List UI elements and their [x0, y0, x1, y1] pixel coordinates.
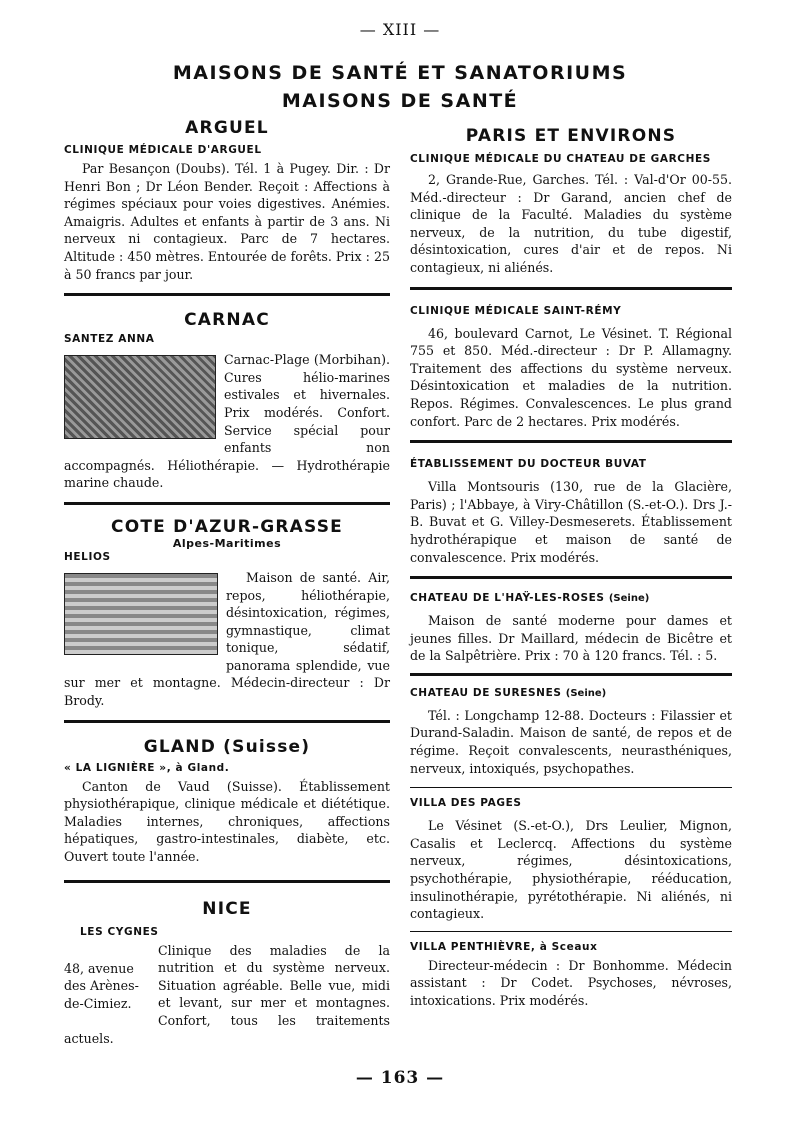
divider	[410, 440, 732, 443]
establishment-name: SANTEZ ANNA	[64, 333, 155, 346]
entry-text: Clinique des maladies de la nutrition et du système nerveux. Situation agréable. Belle vue, midi et levant, sur mer et montagnes. Confort, tous les traitements actuels.	[64, 942, 390, 1046]
establishment-name	[410, 591, 732, 606]
establishment-name: ÉTABLISSEMENT DU DOCTEUR BUVAT	[410, 458, 647, 471]
page-number-bottom: — 163 —	[355, 1068, 445, 1088]
divider	[410, 787, 732, 788]
divider	[64, 720, 390, 723]
divider	[64, 502, 390, 505]
main-title: MAISONS DE SANTÉ ET SANATORIUMS	[172, 62, 628, 84]
entry-text: 2, Grande-Rue, Garches. Tél. : Val-d'Or 00-55. Méd.-directeur : Dr Garand, ancien chef de clinique de la Faculté. Maladies du système nerveux, de la nutrition, du tube digestif, désintoxication, cures d'air et de repos. Ni contagieux, ni aliénés.	[410, 172, 732, 275]
region-label: Alpes-Maritimes	[172, 536, 282, 550]
entry-carnac	[64, 310, 390, 492]
establishment-name	[410, 686, 732, 701]
entry-grasse	[64, 517, 390, 710]
city-heading: ARGUEL	[185, 118, 269, 138]
entry-text: Le Vésinet (S.-et-O.), Drs Leulier, Mignon, Casalis et Leclercq. Affections du système nerveux, régimes, désintoxications, psychothérapie, physiothérapie, rééducation, insulinothérapie, pyrétothérapie. Ni aliénés, ni contagieux.	[410, 818, 732, 922]
entry-text: Villa Montsouris (130, rue de la Glacière, Paris) ; l'Abbaye, à Viry-Châtillon (S.-et-O.). Drs J.-B. Buvat et G. Villey-Desmeserets. Établissement hydrothérapique et maison de santé de convalescence. Prix modérés.	[410, 479, 732, 565]
page-number-top: — XIII —	[359, 20, 441, 39]
entry-arguel	[64, 118, 390, 283]
entry-nice	[64, 899, 390, 1048]
department-label: (Seine)	[565, 687, 607, 699]
entry-text: Canton de Vaud (Suisse). Établissement physiothérapique, clinique médicale et diététique. Maladies internes, chroniques, affections hépatiques, gastro-intestinales, diabète, etc. Ouvert toute l'année.	[64, 778, 390, 865]
establishment-name: LES CYGNES	[80, 925, 159, 938]
establishment-name: CLINIQUE MÉDICALE SAINT-RÉMY	[410, 304, 622, 317]
sanatorium-photo	[64, 573, 218, 655]
city-heading: NICE	[202, 898, 252, 919]
right-column	[410, 126, 732, 1010]
divider	[410, 673, 732, 676]
divider	[410, 576, 732, 579]
establishment-name: CLINIQUE MÉDICALE D'ARGUEL	[64, 144, 262, 156]
divider	[410, 287, 732, 290]
city-heading: COTE D'AZUR-GRASSE	[111, 516, 343, 537]
establishment-title: CHATEAU DE L'HAŸ-LES-ROSES	[410, 592, 605, 605]
entry-text: 46, boulevard Carnot, Le Vésinet. T. Régional 755 et 850. Méd.-directeur : Dr P. Allamagny. Traitement des affections du système nerveux. Désintoxication et maladies de la nutrition. Repos. Régimes. Convalescences. Le plus grand confort. Parc de 2 hectares. Prix modérés.	[410, 325, 732, 429]
establishment-name: « LA LIGNIÈRE », à Gland.	[64, 761, 230, 774]
city-heading: PARIS ET ENVIRONS	[465, 126, 677, 146]
entry-text: Maison de santé moderne pour dames et jeunes filles. Dr Maillard, médecin de Bicêtre et de la Salpêtrière. Prix : 70 à 120 francs. Tél. : 5.	[410, 613, 732, 664]
establishment-name: HELIOS	[64, 550, 111, 563]
entry-text: Maison de santé. Air, repos, héliothérapie, désintoxication, régimes, gymnastique, climat tonique, sédatif, panorama splendide, vue sur mer et montagne. Médecin-directeur : Dr Brody.	[64, 569, 390, 709]
divider	[64, 293, 390, 296]
divider	[410, 931, 732, 932]
establishment-name: VILLA PENTHIÈVRE, à Sceaux	[410, 940, 598, 953]
sanatorium-photo	[64, 355, 216, 439]
establishment-title: CHATEAU DE SURESNES	[410, 686, 562, 699]
entry-text: Directeur-médecin : Dr Bonhomme. Médecin assistant : Dr Codet. Psychoses, névroses, intoxications. Prix modérés.	[410, 957, 732, 1008]
department-label: (Seine)	[608, 593, 650, 605]
address: 48, avenue des Arènes-de-Cimiez.	[64, 960, 139, 1011]
entry-text: Carnac-Plage (Morbihan). Cures hélio-marines estivales et hivernales. Prix modérés. Confort. Service spécial pour enfants non accompagnés. Héliothérapie. — Hydrothérapie marine chaude.	[64, 352, 390, 491]
entry-text: Par Besançon (Doubs). Tél. 1 à Pugey. Dir. : Dr Henri Bon ; Dr Léon Bender. Reçoit : Affections à régimes spéciaux pour voies digestives. Anémies. Amaigris. Adultes et enfants à partir de 3 ans. Ni nerveux ni contagieux. Parc de 7 hectares. Altitude : 450 mètres. Entourée de forêts. Prix : 25 à 50 francs par jour.	[64, 161, 390, 282]
establishment-name: CLINIQUE MÉDICALE DU CHATEAU DE GARCHES	[410, 153, 711, 165]
entry-text: Tél. : Longchamp 12-88. Docteurs : Filassier et Durand-Saladin. Maison de santé, de repos et de régime. Reçoit convalescents, neurasthéniques, nerveux, intoxiqués, psychopathes.	[410, 707, 732, 776]
city-heading: CARNAC	[184, 310, 270, 331]
section-title: MAISONS DE SANTÉ	[281, 90, 519, 112]
entry-gland	[64, 737, 390, 866]
left-column	[64, 118, 390, 1047]
city-heading: GLAND (Suisse)	[143, 736, 311, 757]
establishment-name: VILLA DES PAGES	[410, 797, 522, 810]
divider	[64, 880, 390, 883]
